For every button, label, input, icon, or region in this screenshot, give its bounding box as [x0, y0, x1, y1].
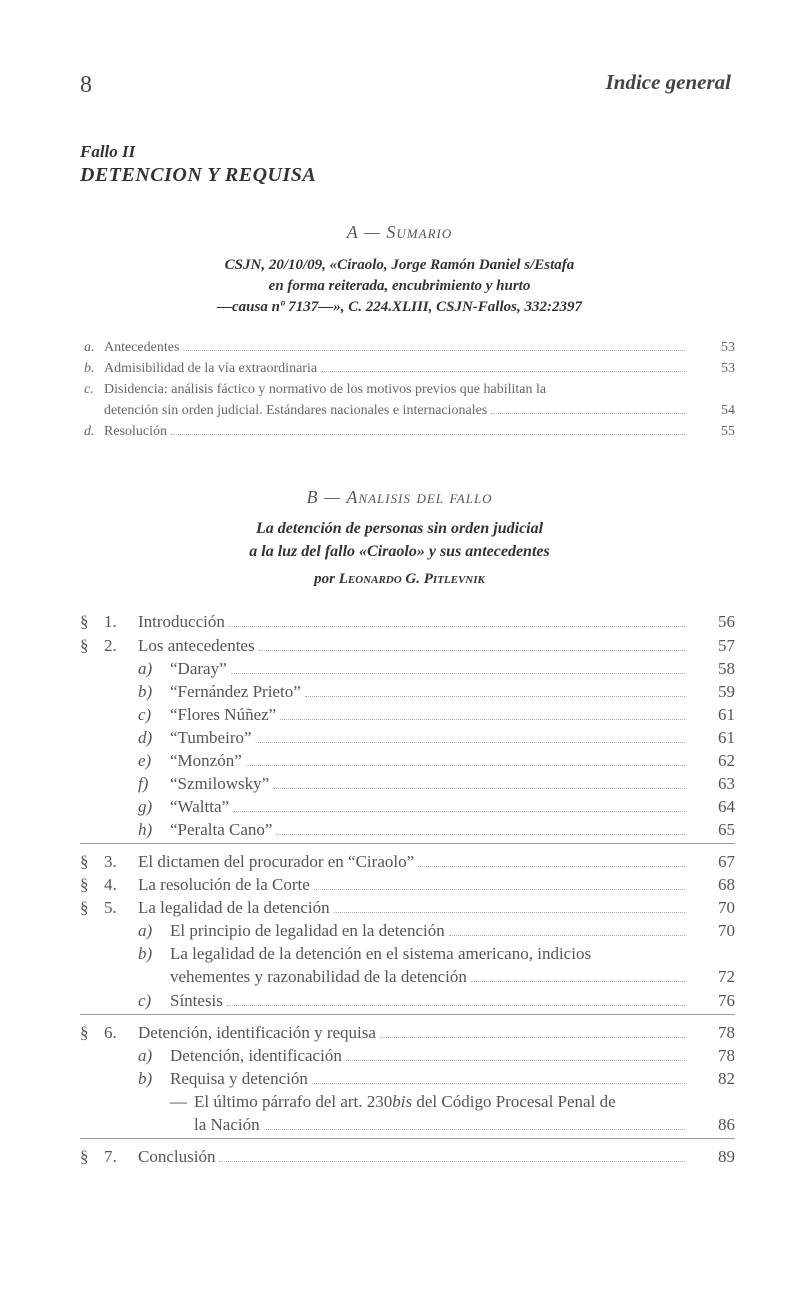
page-ref: 67	[718, 852, 735, 871]
summary-item-text: Disidencia: análisis fáctico y normativo de los motivos previos que habilitan la	[104, 382, 547, 397]
contents-item-text: Requisa y detención	[170, 1069, 308, 1088]
summary-item-mark: c.	[84, 382, 94, 397]
contents-item-text: La legalidad de la detención	[138, 898, 330, 917]
contents-item-text-cont: la Nación	[194, 1115, 260, 1134]
case-citation-line-2: en forma reiterada, encubrimiento y hurto	[268, 278, 531, 294]
contents-item-leader	[170, 682, 689, 702]
section-b-name: Analisis del fallo	[346, 487, 493, 507]
subitem-letter: a)	[138, 659, 153, 678]
section-sign: §	[80, 612, 89, 631]
section-b-letter: B	[306, 487, 319, 507]
section-a-dash: —	[363, 222, 381, 242]
essay-title-line-1: La detención de personas sin orden judicial	[255, 520, 544, 537]
contents-item-text: El dictamen del procurador en “Ciraolo”	[138, 852, 415, 871]
contents-item-text: “Szmilowsky”	[170, 774, 270, 793]
section-a-letter: A	[346, 222, 359, 242]
page-ref: 89	[718, 1147, 735, 1166]
contents-item-text: “Monzón”	[170, 751, 242, 770]
contents-item-leader	[138, 1023, 689, 1043]
leader-dots	[380, 1037, 685, 1038]
page-ref: 61	[718, 705, 735, 724]
section-number: 5.	[104, 898, 117, 917]
leader-dots	[264, 1129, 685, 1130]
leader-dots	[259, 650, 685, 651]
group-divider	[80, 1014, 735, 1015]
leader-dots	[227, 1005, 685, 1006]
group-divider	[80, 843, 735, 844]
contents-item-leader	[170, 967, 689, 987]
leader-dots	[219, 1161, 685, 1162]
contents-item-text: El principio de legalidad en la detención	[170, 921, 445, 940]
leader-dots	[321, 371, 685, 372]
running-header: Indice general	[605, 70, 731, 94]
page-ref: 64	[718, 797, 735, 816]
contents-item-leader	[170, 659, 689, 679]
leader-dots	[418, 866, 685, 867]
section-number: 6.	[104, 1023, 117, 1042]
section-number: 2.	[104, 636, 117, 655]
subitem-dash: —	[170, 1092, 187, 1111]
contents-item-text: Detención, identificación y requisa	[138, 1023, 376, 1042]
leader-dots	[280, 719, 685, 720]
section-a-name: Sumario	[386, 222, 453, 242]
fallo-label: Fallo II	[80, 142, 136, 161]
contents-item-text: Introducción	[138, 612, 225, 631]
contents-item-leader	[138, 1147, 689, 1167]
contents-item-text-cont: vehementes y razonabilidad de la detención	[170, 967, 467, 986]
page-ref: 65	[718, 820, 735, 839]
contents-item-leader	[170, 797, 689, 817]
leader-dots	[491, 413, 685, 414]
contents-item-leader	[170, 820, 689, 840]
leader-dots	[229, 626, 685, 627]
case-citation-line-3: —causa nº 7137—», C. 224.XLIII, CSJN-Fallos, 332:2397	[217, 299, 582, 315]
contents-text-part: La legalidad de la detención en el sistema americano, indicios	[170, 944, 592, 963]
section-sign: §	[80, 636, 89, 655]
contents-item-text: “Daray”	[170, 659, 227, 678]
page-ref: 56	[718, 612, 735, 631]
subitem-letter: g)	[138, 797, 153, 816]
leader-dots	[334, 912, 685, 913]
summary-item-text: Admisibilidad de la vía extraordinaria	[104, 361, 318, 376]
contents-item-leader	[170, 774, 689, 794]
subitem-letter: a)	[138, 1046, 153, 1065]
section-sign: §	[80, 852, 89, 871]
contents-item-text: “Flores Núñez”	[170, 705, 277, 724]
page-ref: 70	[718, 898, 735, 917]
contents-item-leader	[170, 991, 689, 1011]
page-ref: 54	[721, 403, 735, 418]
section-b-dash: —	[323, 487, 341, 507]
page-ref: 70	[718, 921, 735, 940]
author-name: Leonardo G. Pitlevnik	[338, 571, 485, 587]
leader-dots	[449, 935, 685, 936]
contents-item-text: “Fernández Prieto”	[170, 682, 301, 701]
summary-item-leader	[104, 340, 689, 356]
subitem-letter: b)	[138, 682, 153, 701]
contents-item-text: “Waltta”	[170, 797, 230, 816]
bis-label: bis	[392, 1092, 413, 1111]
page-ref: 78	[718, 1023, 735, 1042]
subitem-letter: b)	[138, 1069, 153, 1088]
summary-item-text-cont: detención sin orden judicial. Estándares nacionales e internacionales	[104, 403, 488, 418]
contents-item-leader	[170, 1069, 689, 1089]
page-ref: 72	[718, 967, 735, 986]
leader-dots	[231, 673, 685, 674]
leader-dots	[346, 1060, 685, 1061]
leader-dots	[233, 811, 685, 812]
leader-dots	[305, 696, 685, 697]
contents-item-text: La resolución de la Corte	[138, 875, 310, 894]
contents-item-text: Conclusión	[138, 1147, 216, 1166]
summary-item-mark: d.	[84, 424, 95, 439]
leader-dots	[171, 434, 685, 435]
contents-item-leader	[138, 852, 689, 872]
contents-item-text: “Tumbeiro”	[170, 728, 252, 747]
contents-item-text: Síntesis	[170, 991, 223, 1010]
subitem-letter: d)	[138, 728, 153, 747]
contents-item-text: Los antecedentes	[138, 636, 255, 655]
leader-dots	[314, 889, 685, 890]
contents-item-leader	[194, 1115, 689, 1135]
contents-item-text: “Peralta Cano”	[170, 820, 273, 839]
summary-item-leader	[104, 361, 689, 377]
contents-item-text: Detención, identificación	[170, 1046, 342, 1065]
section-sign: §	[80, 1147, 89, 1166]
leader-dots	[256, 742, 685, 743]
section-a-heading	[0, 222, 799, 243]
page-ref: 68	[718, 875, 735, 894]
leader-dots	[183, 350, 685, 351]
section-number: 1.	[104, 612, 117, 631]
contents-item-leader	[138, 898, 689, 918]
contents-item-leader	[170, 1046, 689, 1066]
page-ref: 53	[721, 340, 735, 355]
page-ref: 82	[718, 1069, 735, 1088]
contents-item-leader	[170, 921, 689, 941]
section-number: 4.	[104, 875, 117, 894]
subitem-letter: b)	[138, 944, 153, 963]
section-sign: §	[80, 1023, 89, 1042]
summary-item-mark: b.	[84, 361, 95, 376]
contents-item-text	[194, 1092, 616, 1112]
page-ref: 53	[721, 361, 735, 376]
subitem-letter: a)	[138, 921, 153, 940]
leader-dots	[312, 1083, 685, 1084]
page-ref: 57	[718, 636, 735, 655]
essay-title-line-2: a la luz del fallo «Ciraolo» y sus antecedentes	[249, 543, 550, 560]
contents-text-part: del Código Procesal Penal de	[412, 1092, 616, 1111]
contents-item-text	[170, 944, 591, 964]
summary-item-text: Antecedentes	[104, 340, 180, 355]
page-ref: 63	[718, 774, 735, 793]
summary-item-mark: a.	[84, 340, 95, 355]
page-ref: 76	[718, 991, 735, 1010]
section-number: 3.	[104, 852, 117, 871]
subitem-letter: c)	[138, 991, 152, 1010]
page-number: 8	[80, 72, 92, 98]
leader-dots	[276, 834, 685, 835]
summary-item-leader	[104, 403, 689, 419]
page-ref: 59	[718, 682, 735, 701]
contents-item-leader	[138, 636, 689, 656]
page-ref: 61	[718, 728, 735, 747]
contents-text-part: El último párrafo del art. 230	[194, 1092, 393, 1111]
contents-item-leader	[170, 705, 689, 725]
summary-item-leader	[104, 424, 689, 440]
subitem-letter: f)	[138, 774, 149, 793]
page-ref: 55	[721, 424, 735, 439]
contents-item-leader	[138, 612, 689, 632]
section-number: 7.	[104, 1147, 117, 1166]
subitem-letter: e)	[138, 751, 152, 770]
section-b-heading	[0, 487, 799, 508]
case-citation-line-1: CSJN, 20/10/09, «Ciraolo, Jorge Ramón Daniel s/Estafa	[224, 257, 575, 273]
contents-item-leader	[138, 875, 689, 895]
page-ref: 62	[718, 751, 735, 770]
section-sign: §	[80, 898, 89, 917]
subitem-letter: c)	[138, 705, 152, 724]
contents-item-leader	[170, 751, 689, 771]
summary-item-text: Resolución	[104, 424, 167, 439]
group-divider	[80, 1138, 735, 1139]
fallo-title: DETENCION Y REQUISA	[80, 164, 317, 186]
leader-dots	[246, 765, 685, 766]
leader-dots	[273, 788, 685, 789]
page-ref: 58	[718, 659, 735, 678]
author-line	[0, 568, 799, 590]
page-ref: 78	[718, 1046, 735, 1065]
contents-item-leader	[170, 728, 689, 748]
author-prefix: por	[314, 571, 335, 587]
leader-dots	[471, 981, 685, 982]
page-ref: 86	[718, 1115, 735, 1134]
subitem-letter: h)	[138, 820, 153, 839]
section-sign: §	[80, 875, 89, 894]
